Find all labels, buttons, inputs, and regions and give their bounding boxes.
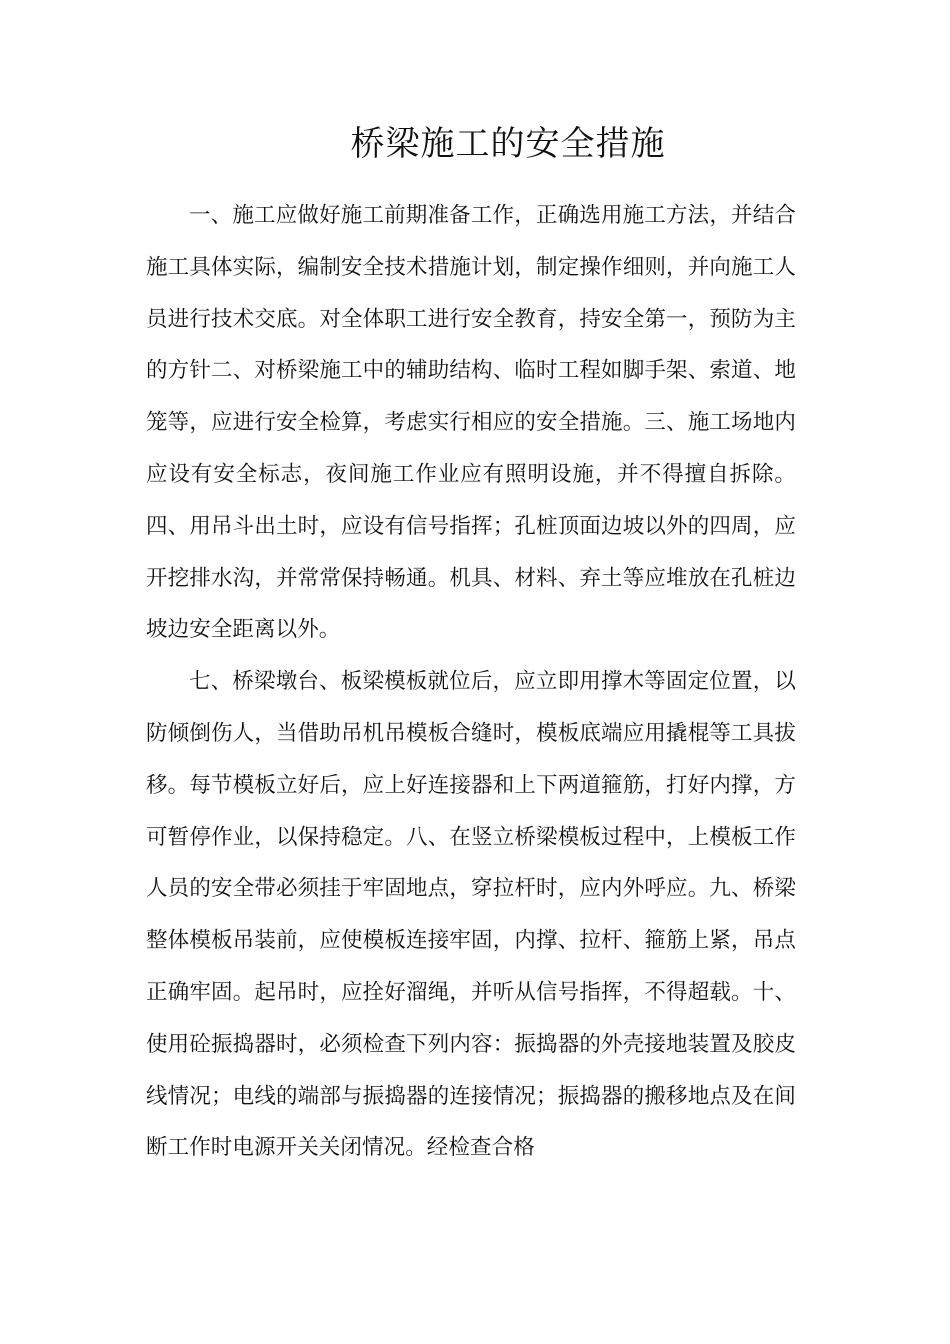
paragraph-2: 七、桥梁墩台、板梁模板就位后，应立即用撑木等固定位置，以防倾倒伤人，当借助吊机吊模板合缝时，模板底端应用撬棍等工具拔移。每节模板立好后，应上好连接器和上下两道箍筋，打好内撑，方可暂停作业，以保持稳定。八、在竖立桥梁模板过程中，上模板工作人员的安全带必须挂于牢固地点，穿拉杆时，应内外呼应。九、桥梁整体模板吊装前，应使模板连接牢固，内撑、拉杆、箍筋上紧，吊点正确牢固。起吊时，应拴好溜绳，并听从信号指挥，不得超载。十、使用砼振捣器时，必须检查下列内容：振捣器的外壳接地装置及胶皮线情况；电线的端部与振捣器的连接情况；振捣器的搬移地点及在间断工作时电源开关关闭情况。经检查合格 bbox=[146, 669, 796, 1161]
paragraph-1: 一、施工应做好施工前期准备工作，正确选用施工方法，并结合施工具体实际，编制安全技术措施计划，制定操作细则，并向施工人员进行技术交底。对全体职工进行安全教育，持安全第一，预防为主的方针二、对桥梁施工中的辅助结构、临时工程如脚手架、索道、地笼等，应进行安全检算，考虑实行相应的安全措施。三、施工场地内应设有安全标志，夜间施工作业应有照明设施，并不得擅自拆除。四、用吊斗出土时，应设有信号指挥；孔桩顶面边坡以外的四周，应开挖排水沟，并常常保持畅通。机具、材料、弃土等应堆放在孔桩边坡边安全距离以外。 bbox=[146, 203, 796, 643]
page-title: 桥梁施工的安全措施 bbox=[350, 124, 666, 164]
document-body bbox=[146, 190, 796, 1174]
